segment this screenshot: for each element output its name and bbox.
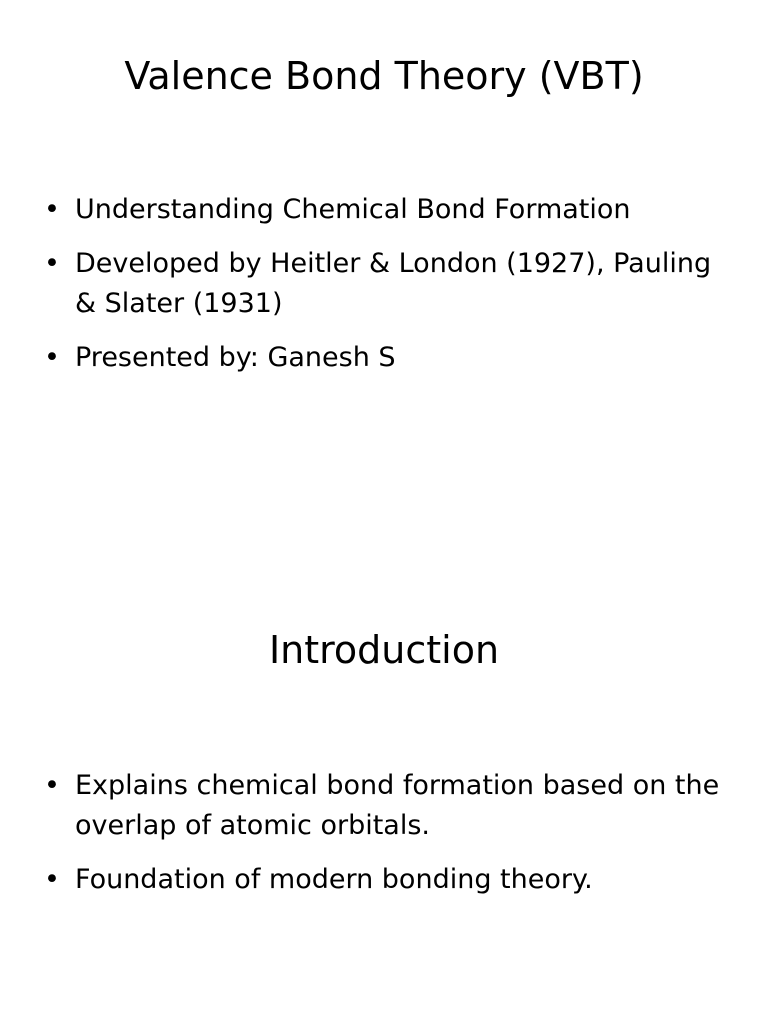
bullet-icon: • (44, 194, 60, 225)
bullet-icon: • (44, 770, 60, 801)
slide-title: Valence Bond Theory (VBT) (124, 54, 644, 98)
bullet-icon: • (44, 342, 60, 373)
bullet-item (44, 244, 724, 324)
bullet-item (44, 190, 724, 230)
bullet-list (44, 190, 724, 392)
bullet-item (44, 766, 724, 846)
bullet-text: Explains chemical bond formation based on the overlap of atomic orbitals. (75, 770, 720, 841)
bullet-text: Presented by: Ganesh S (75, 342, 396, 373)
bullet-icon: • (44, 864, 60, 895)
bullet-item (44, 338, 724, 378)
bullet-item (44, 860, 724, 900)
bullet-text: Developed by Heitler & London (1927), Pauling & Slater (1931) (75, 248, 712, 319)
bullet-text: Foundation of modern bonding theory. (75, 864, 593, 895)
slide-introduction (0, 512, 768, 1024)
bullet-icon: • (44, 248, 60, 279)
bullet-text: Understanding Chemical Bond Formation (75, 194, 631, 225)
slide-title: Introduction (268, 628, 500, 672)
bullet-list (44, 766, 724, 914)
